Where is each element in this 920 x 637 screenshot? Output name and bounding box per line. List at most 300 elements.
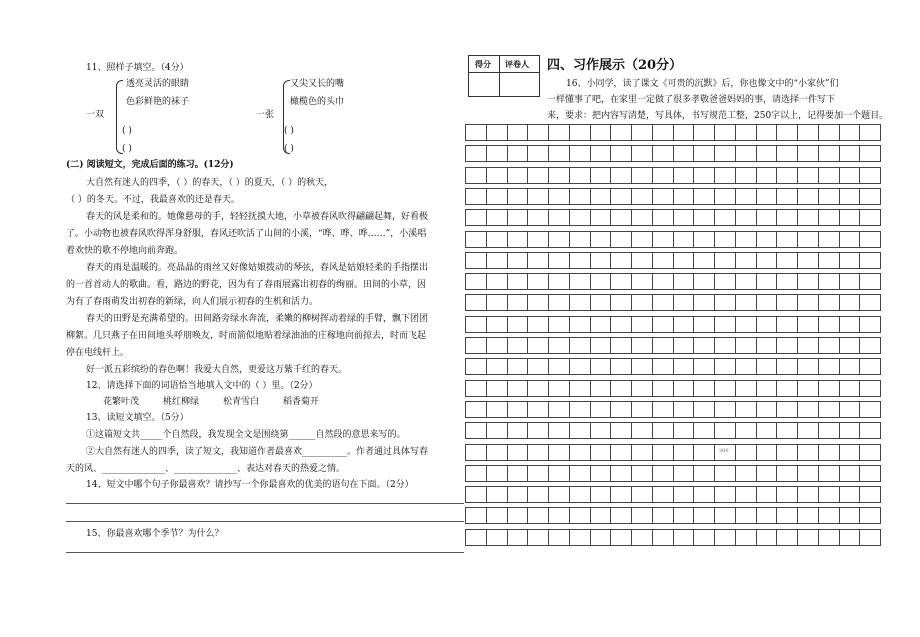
grid-cell[interactable] xyxy=(527,358,549,375)
grid-cell[interactable] xyxy=(693,529,715,546)
grid-cell[interactable] xyxy=(610,273,632,290)
grid-cell[interactable] xyxy=(465,124,487,141)
grid-cell[interactable] xyxy=(818,444,840,461)
grid-cell[interactable] xyxy=(714,316,736,333)
grid-cell[interactable] xyxy=(631,273,653,290)
grid-cell[interactable] xyxy=(590,231,612,248)
grid-cell[interactable] xyxy=(756,209,778,226)
grid-cell[interactable] xyxy=(486,231,508,248)
grid-cell[interactable] xyxy=(756,401,778,418)
grid-cell[interactable] xyxy=(756,529,778,546)
grid-cell[interactable] xyxy=(839,209,861,226)
grid-cell[interactable] xyxy=(507,444,529,461)
grid-cell[interactable] xyxy=(507,380,529,397)
grid-cell[interactable] xyxy=(797,316,819,333)
grid-cell[interactable] xyxy=(631,337,653,354)
grid-cell[interactable] xyxy=(859,337,881,354)
grid-cell[interactable] xyxy=(610,529,632,546)
grid-cell[interactable] xyxy=(569,358,591,375)
grid-cell[interactable] xyxy=(652,231,674,248)
grid-cell[interactable] xyxy=(693,337,715,354)
grid-cell[interactable] xyxy=(486,273,508,290)
grid-cell[interactable] xyxy=(548,358,570,375)
grid-cell[interactable] xyxy=(859,507,881,524)
grid-cell[interactable] xyxy=(839,252,861,269)
grid-cell[interactable] xyxy=(652,273,674,290)
grid-cell[interactable] xyxy=(486,380,508,397)
grid-cell[interactable] xyxy=(756,380,778,397)
grid-cell[interactable] xyxy=(631,124,653,141)
grid-cell[interactable] xyxy=(590,209,612,226)
grid-cell[interactable] xyxy=(818,188,840,205)
grid-cell[interactable] xyxy=(548,337,570,354)
grid-cell[interactable] xyxy=(735,486,757,503)
grid-cell[interactable] xyxy=(756,294,778,311)
grid-cell[interactable] xyxy=(548,273,570,290)
grid-cell[interactable] xyxy=(797,252,819,269)
grid-cell[interactable] xyxy=(839,444,861,461)
grid-cell[interactable] xyxy=(839,188,861,205)
grid-cell[interactable] xyxy=(631,401,653,418)
grid-cell[interactable] xyxy=(590,507,612,524)
grid-cell[interactable] xyxy=(818,124,840,141)
grid-cell[interactable] xyxy=(859,145,881,162)
grid-cell[interactable] xyxy=(590,529,612,546)
grid-cell[interactable] xyxy=(735,529,757,546)
grid-cell[interactable] xyxy=(797,188,819,205)
grid-cell[interactable] xyxy=(610,380,632,397)
grid-cell[interactable] xyxy=(673,188,695,205)
grid-cell[interactable] xyxy=(652,316,674,333)
grid-cell[interactable] xyxy=(569,294,591,311)
grid-cell[interactable] xyxy=(839,529,861,546)
grid-cell[interactable] xyxy=(693,380,715,397)
grid-cell[interactable] xyxy=(527,486,549,503)
grid-cell[interactable] xyxy=(631,231,653,248)
grid-cell[interactable] xyxy=(569,231,591,248)
grid-cell[interactable] xyxy=(652,529,674,546)
grid-cell[interactable] xyxy=(735,316,757,333)
grid-cell[interactable] xyxy=(527,529,549,546)
grid-cell[interactable] xyxy=(776,507,798,524)
grid-cell[interactable] xyxy=(631,252,653,269)
grid-cell[interactable] xyxy=(756,358,778,375)
grid-cell[interactable] xyxy=(507,124,529,141)
grid-cell[interactable] xyxy=(693,465,715,482)
grid-cell[interactable] xyxy=(859,444,881,461)
grid-cell[interactable] xyxy=(486,507,508,524)
grid-cell[interactable] xyxy=(507,145,529,162)
grid-cell[interactable] xyxy=(673,486,695,503)
grid-cell[interactable] xyxy=(590,252,612,269)
grid-cell[interactable] xyxy=(756,231,778,248)
grid-cell[interactable] xyxy=(776,401,798,418)
grid-cell[interactable] xyxy=(527,209,549,226)
grid-cell[interactable] xyxy=(631,486,653,503)
grid-cell[interactable] xyxy=(673,209,695,226)
grid-cell[interactable] xyxy=(569,188,591,205)
grid-cell[interactable] xyxy=(569,124,591,141)
grid-cell[interactable] xyxy=(756,188,778,205)
grid-cell[interactable] xyxy=(673,422,695,439)
grid-cell[interactable] xyxy=(673,231,695,248)
grid-cell[interactable] xyxy=(859,358,881,375)
grid-cell[interactable] xyxy=(548,209,570,226)
grid-cell[interactable] xyxy=(527,188,549,205)
grid-cell[interactable] xyxy=(776,316,798,333)
grid-cell[interactable] xyxy=(735,422,757,439)
grid-cell[interactable] xyxy=(631,209,653,226)
grid-cell[interactable] xyxy=(569,465,591,482)
grid-cell[interactable] xyxy=(714,124,736,141)
grid-cell[interactable] xyxy=(818,167,840,184)
grid-cell[interactable] xyxy=(465,401,487,418)
grid-cell[interactable] xyxy=(818,252,840,269)
grid-cell[interactable] xyxy=(527,145,549,162)
grid-cell[interactable] xyxy=(859,167,881,184)
grid-cell[interactable] xyxy=(776,358,798,375)
grid-cell[interactable] xyxy=(652,444,674,461)
grid-cell[interactable] xyxy=(714,273,736,290)
grid-cell[interactable] xyxy=(631,507,653,524)
grid-cell[interactable] xyxy=(673,444,695,461)
grid-cell[interactable] xyxy=(486,465,508,482)
grid-cell[interactable] xyxy=(859,209,881,226)
grid-cell[interactable] xyxy=(693,124,715,141)
grid-cell[interactable] xyxy=(818,337,840,354)
grid-cell[interactable] xyxy=(631,145,653,162)
grid-cell[interactable] xyxy=(859,231,881,248)
grid-cell[interactable] xyxy=(797,401,819,418)
grid-cell[interactable] xyxy=(818,422,840,439)
grid-cell[interactable] xyxy=(486,529,508,546)
grid-cell[interactable] xyxy=(797,444,819,461)
grid-cell[interactable] xyxy=(590,401,612,418)
grid-cell[interactable] xyxy=(818,316,840,333)
grid-cell[interactable] xyxy=(465,380,487,397)
grid-cell[interactable] xyxy=(714,380,736,397)
grid-cell[interactable] xyxy=(486,337,508,354)
grid-cell[interactable] xyxy=(756,167,778,184)
grid-cell[interactable] xyxy=(797,231,819,248)
grid-cell[interactable] xyxy=(548,401,570,418)
grid-cell[interactable] xyxy=(610,231,632,248)
grid-cell[interactable] xyxy=(818,209,840,226)
grid-cell[interactable] xyxy=(465,529,487,546)
grid-cell[interactable] xyxy=(693,209,715,226)
grid-cell[interactable] xyxy=(756,486,778,503)
grid-cell[interactable] xyxy=(839,294,861,311)
grid-cell[interactable] xyxy=(590,465,612,482)
grid-cell[interactable] xyxy=(610,401,632,418)
grid-cell[interactable] xyxy=(839,486,861,503)
grid-cell[interactable] xyxy=(548,529,570,546)
grid-cell[interactable] xyxy=(548,188,570,205)
grid-cell[interactable] xyxy=(797,507,819,524)
q11-right-blank-2[interactable]: ( ) xyxy=(284,144,294,154)
grid-cell[interactable] xyxy=(527,444,549,461)
grid-cell[interactable] xyxy=(569,209,591,226)
grid-cell[interactable] xyxy=(714,422,736,439)
grid-cell[interactable] xyxy=(569,401,591,418)
grid-cell[interactable] xyxy=(652,167,674,184)
grid-cell[interactable] xyxy=(610,252,632,269)
grid-cell[interactable] xyxy=(776,294,798,311)
grid-cell[interactable] xyxy=(797,145,819,162)
grid-cell[interactable] xyxy=(569,529,591,546)
grid-cell[interactable] xyxy=(735,124,757,141)
grid-cell[interactable] xyxy=(859,401,881,418)
grid-cell[interactable] xyxy=(486,294,508,311)
grid-cell[interactable] xyxy=(839,231,861,248)
grid-cell[interactable] xyxy=(465,145,487,162)
grid-cell[interactable] xyxy=(486,145,508,162)
grid-cell[interactable] xyxy=(776,231,798,248)
grid-cell[interactable] xyxy=(756,422,778,439)
grid-cell[interactable] xyxy=(735,380,757,397)
grid-cell[interactable] xyxy=(527,167,549,184)
grid-cell[interactable] xyxy=(714,145,736,162)
grid-cell[interactable] xyxy=(631,444,653,461)
grid-cell[interactable] xyxy=(839,465,861,482)
grid-cell[interactable] xyxy=(548,422,570,439)
grid-cell[interactable] xyxy=(859,486,881,503)
grid-cell[interactable] xyxy=(859,316,881,333)
grid-cell[interactable] xyxy=(507,507,529,524)
grid-cell[interactable] xyxy=(590,422,612,439)
grid-cell[interactable] xyxy=(776,486,798,503)
grid-cell[interactable] xyxy=(797,380,819,397)
grid-cell[interactable] xyxy=(714,294,736,311)
grid-cell[interactable] xyxy=(652,294,674,311)
q14-answer-line-1[interactable] xyxy=(66,503,464,504)
grid-cell[interactable] xyxy=(735,209,757,226)
grid-cell[interactable] xyxy=(507,209,529,226)
grid-cell[interactable] xyxy=(652,145,674,162)
grid-cell[interactable] xyxy=(776,167,798,184)
grid-cell[interactable] xyxy=(610,486,632,503)
grid-cell[interactable] xyxy=(818,273,840,290)
grid-cell[interactable] xyxy=(527,316,549,333)
grid-cell[interactable] xyxy=(693,422,715,439)
grid-cell[interactable] xyxy=(859,124,881,141)
grid-cell[interactable] xyxy=(735,188,757,205)
grid-cell[interactable] xyxy=(465,252,487,269)
grid-cell[interactable] xyxy=(590,444,612,461)
grid-cell[interactable] xyxy=(610,316,632,333)
grid-cell[interactable] xyxy=(693,507,715,524)
grid-cell[interactable] xyxy=(548,124,570,141)
grid-cell[interactable] xyxy=(527,422,549,439)
grid-cell[interactable] xyxy=(714,358,736,375)
grid-cell[interactable] xyxy=(548,294,570,311)
grid-cell[interactable] xyxy=(652,380,674,397)
grid-cell[interactable] xyxy=(590,273,612,290)
grid-cell[interactable] xyxy=(569,145,591,162)
grid-cell[interactable] xyxy=(714,486,736,503)
grid-cell[interactable] xyxy=(631,316,653,333)
grid-cell[interactable] xyxy=(756,273,778,290)
grid-cell[interactable] xyxy=(507,358,529,375)
grid-cell[interactable] xyxy=(839,507,861,524)
grid-cell[interactable] xyxy=(465,273,487,290)
grid-cell[interactable] xyxy=(797,167,819,184)
grid-cell[interactable] xyxy=(839,380,861,397)
grid-cell[interactable] xyxy=(673,273,695,290)
grid-cell[interactable] xyxy=(569,486,591,503)
grid-cell[interactable] xyxy=(465,209,487,226)
grid-cell[interactable] xyxy=(569,167,591,184)
grid-cell[interactable] xyxy=(652,486,674,503)
grid-cell[interactable] xyxy=(818,231,840,248)
grid-cell[interactable] xyxy=(756,145,778,162)
grid-cell[interactable] xyxy=(507,401,529,418)
grid-cell[interactable] xyxy=(631,167,653,184)
grid-cell[interactable] xyxy=(631,380,653,397)
grid-cell[interactable] xyxy=(548,145,570,162)
grid-cell[interactable] xyxy=(735,507,757,524)
grid-cell[interactable] xyxy=(735,337,757,354)
q15-answer-line[interactable] xyxy=(66,552,464,553)
grid-cell[interactable] xyxy=(527,273,549,290)
grid-cell[interactable] xyxy=(652,209,674,226)
grid-cell[interactable] xyxy=(714,209,736,226)
grid-cell[interactable] xyxy=(714,167,736,184)
grid-cell[interactable] xyxy=(486,401,508,418)
grid-cell[interactable] xyxy=(776,209,798,226)
grid-cell[interactable] xyxy=(756,252,778,269)
grid-cell[interactable] xyxy=(818,380,840,397)
grid-cell[interactable] xyxy=(507,252,529,269)
grid-cell[interactable] xyxy=(465,337,487,354)
grid-cell[interactable] xyxy=(569,444,591,461)
grid-cell[interactable] xyxy=(486,209,508,226)
grid-cell[interactable] xyxy=(652,465,674,482)
grid-cell[interactable] xyxy=(859,188,881,205)
grid-cell[interactable] xyxy=(507,422,529,439)
grid-cell[interactable] xyxy=(465,507,487,524)
grid-cell[interactable] xyxy=(735,358,757,375)
grid-cell[interactable] xyxy=(776,145,798,162)
grid-cell[interactable] xyxy=(590,145,612,162)
grid-cell[interactable] xyxy=(569,422,591,439)
grid-cell[interactable] xyxy=(735,145,757,162)
grid-cell[interactable] xyxy=(673,529,695,546)
grid-cell[interactable] xyxy=(548,167,570,184)
grid-cell[interactable] xyxy=(673,337,695,354)
grid-cell[interactable] xyxy=(693,252,715,269)
grid-cell[interactable] xyxy=(610,145,632,162)
grid-cell[interactable] xyxy=(486,422,508,439)
grid-cell[interactable] xyxy=(756,124,778,141)
grid-cell[interactable] xyxy=(714,337,736,354)
grid-cell[interactable] xyxy=(693,188,715,205)
grid-cell[interactable] xyxy=(839,401,861,418)
grid-cell[interactable] xyxy=(569,507,591,524)
grid-cell[interactable] xyxy=(631,529,653,546)
grid-cell[interactable] xyxy=(673,358,695,375)
grid-cell[interactable] xyxy=(673,401,695,418)
grid-cell[interactable] xyxy=(610,337,632,354)
grid-cell[interactable] xyxy=(548,231,570,248)
grid-cell[interactable] xyxy=(465,444,487,461)
grid-cell[interactable] xyxy=(465,465,487,482)
grid-cell[interactable] xyxy=(776,422,798,439)
grid-cell[interactable] xyxy=(797,529,819,546)
grid-cell[interactable] xyxy=(652,401,674,418)
grid-cell[interactable] xyxy=(756,465,778,482)
grid-cell[interactable] xyxy=(839,422,861,439)
grid-cell[interactable] xyxy=(839,167,861,184)
grid-cell[interactable] xyxy=(652,252,674,269)
grid-cell[interactable] xyxy=(548,444,570,461)
grid-cell[interactable] xyxy=(569,380,591,397)
grid-cell[interactable] xyxy=(486,124,508,141)
grid-cell[interactable] xyxy=(818,529,840,546)
composition-grid[interactable] xyxy=(465,124,880,550)
grid-cell[interactable] xyxy=(631,465,653,482)
grid-cell[interactable] xyxy=(776,529,798,546)
grid-cell[interactable] xyxy=(839,145,861,162)
grid-cell[interactable] xyxy=(776,188,798,205)
grid-cell[interactable] xyxy=(818,294,840,311)
grid-cell[interactable] xyxy=(797,358,819,375)
grid-cell[interactable] xyxy=(859,422,881,439)
grid-cell[interactable] xyxy=(735,294,757,311)
grid-cell[interactable] xyxy=(652,124,674,141)
grid-cell[interactable] xyxy=(839,273,861,290)
grid-cell[interactable] xyxy=(548,507,570,524)
grid-cell[interactable] xyxy=(590,316,612,333)
grid-cell[interactable] xyxy=(797,337,819,354)
grid-cell[interactable] xyxy=(610,294,632,311)
grid-cell[interactable] xyxy=(839,124,861,141)
grid-cell[interactable] xyxy=(818,465,840,482)
grid-cell[interactable] xyxy=(735,273,757,290)
grid-cell[interactable] xyxy=(776,252,798,269)
grid-cell[interactable] xyxy=(610,444,632,461)
grid-cell[interactable] xyxy=(652,422,674,439)
grid-cell[interactable] xyxy=(569,252,591,269)
grid-cell[interactable] xyxy=(673,380,695,397)
grid-cell[interactable] xyxy=(610,358,632,375)
grid-cell[interactable] xyxy=(756,444,778,461)
grid-cell[interactable] xyxy=(735,231,757,248)
grid-cell[interactable] xyxy=(693,358,715,375)
grid-cell[interactable] xyxy=(486,358,508,375)
grid-cell[interactable] xyxy=(610,167,632,184)
grid-cell[interactable] xyxy=(776,465,798,482)
grid-cell[interactable] xyxy=(652,337,674,354)
grid-cell[interactable] xyxy=(673,167,695,184)
grid-cell[interactable] xyxy=(610,188,632,205)
grid-cell[interactable] xyxy=(527,507,549,524)
grid-cell[interactable] xyxy=(735,167,757,184)
grid-cell[interactable] xyxy=(465,316,487,333)
grid-cell[interactable] xyxy=(548,486,570,503)
grid-cell[interactable] xyxy=(590,167,612,184)
grid-cell[interactable] xyxy=(839,337,861,354)
grid-cell[interactable] xyxy=(569,337,591,354)
grid-cell[interactable] xyxy=(548,252,570,269)
grid-cell[interactable] xyxy=(693,401,715,418)
grid-cell[interactable] xyxy=(776,124,798,141)
grid-cell[interactable] xyxy=(652,188,674,205)
grid-cell[interactable] xyxy=(569,316,591,333)
grid-cell[interactable] xyxy=(859,273,881,290)
grid-cell[interactable] xyxy=(776,444,798,461)
grid-cell[interactable] xyxy=(714,252,736,269)
